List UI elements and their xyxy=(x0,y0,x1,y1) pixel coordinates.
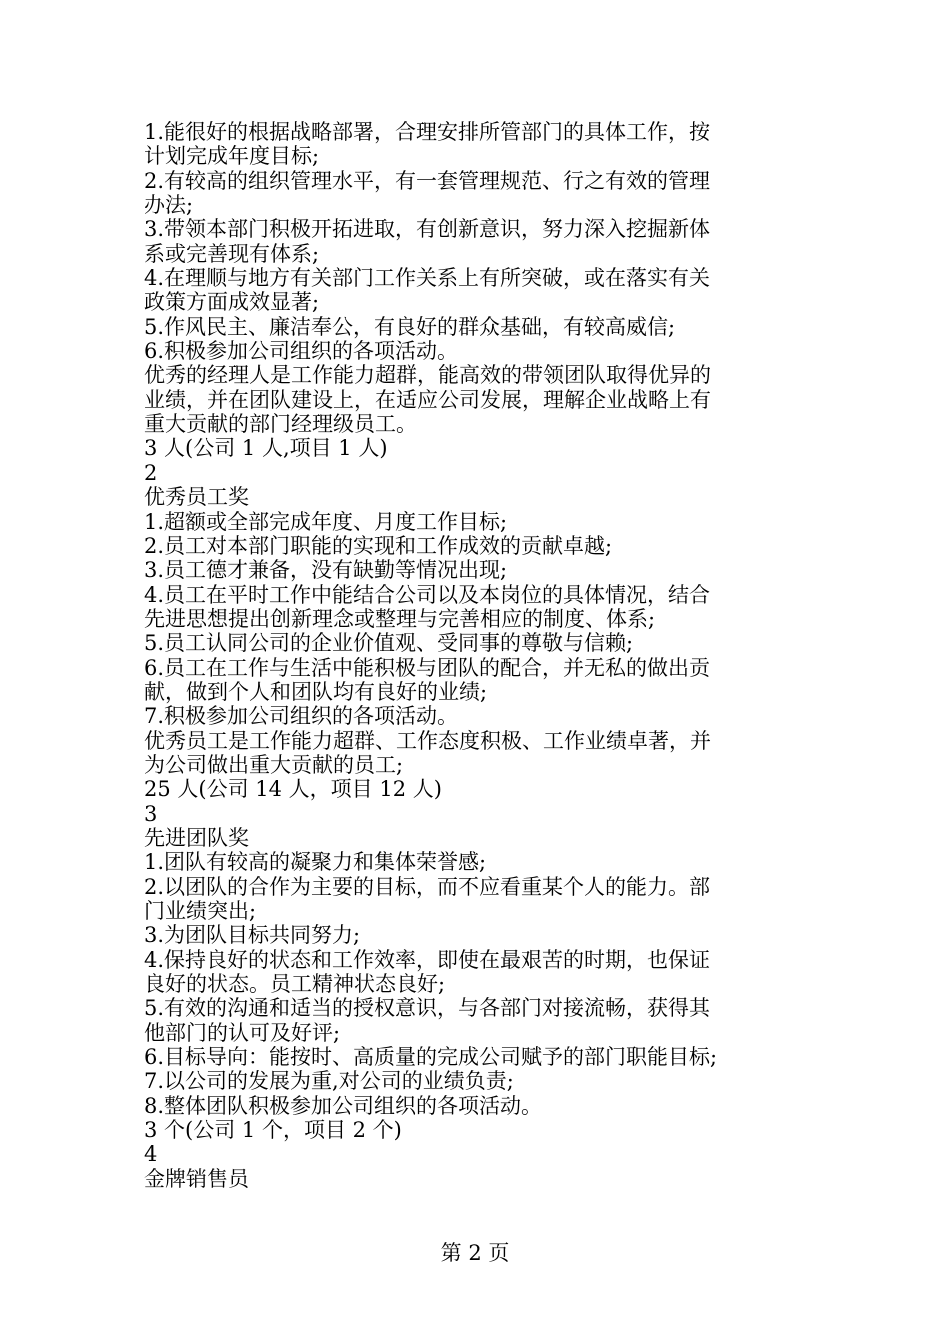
text-line: 重大贡献的部门经理级员工。 xyxy=(144,412,417,437)
text-line: 1.团队有较高的凝聚力和集体荣誉感; xyxy=(144,850,487,875)
text-line: 优秀的经理人是工作能力超群，能高效的带领团队取得优异的 xyxy=(144,363,711,388)
text-line: 25 人(公司 14 人，项目 12 人) xyxy=(144,777,442,802)
text-line: 6.目标导向：能按时、高质量的完成公司赋予的部门职能目标; xyxy=(144,1045,718,1070)
text-line: 3.员工德才兼备，没有缺勤等情况出现; xyxy=(144,558,508,583)
text-line: 4.员工在平时工作中能结合公司以及本岗位的具体情况，结合 xyxy=(144,582,711,607)
text-line: 5.作风民主、廉洁奉公，有良好的群众基础，有较高威信; xyxy=(144,314,676,339)
text-line: 3 个(公司 1 个，项目 2 个) xyxy=(144,1118,402,1143)
text-line: 献，做到个人和团队均有良好的业绩; xyxy=(144,679,488,704)
text-line: 他部门的认可及好评; xyxy=(144,1020,341,1045)
text-line: 7.以公司的发展为重,对公司的业绩负责; xyxy=(144,1069,514,1094)
text-line: 先进思想提出创新理念或整理与完善相应的制度、体系; xyxy=(144,606,656,631)
text-line: 门业绩突出; xyxy=(144,899,257,923)
text-line: 3 xyxy=(144,801,158,826)
text-line: 优秀员工奖 xyxy=(144,485,249,510)
text-line: 计划完成年度目标; xyxy=(144,144,320,169)
text-line: 4.保持良好的状态和工作效率，即使在最艰苦的时期，也保证 xyxy=(144,947,711,972)
text-line: 系或完善现有体系; xyxy=(144,241,320,266)
text-line: 7.积极参加公司组织的各项活动。 xyxy=(144,704,459,729)
text-line: 3 人(公司 1 人,项目 1 人) xyxy=(144,436,388,461)
text-line: 5.有效的沟通和适当的授权意识，与各部门对接流畅，获得其 xyxy=(144,996,711,1021)
text-line: 6.员工在工作与生活中能积极与团队的配合，并无私的做出贡 xyxy=(144,655,711,680)
text-line: 办法; xyxy=(144,193,194,218)
text-line: 为公司做出重大贡献的员工; xyxy=(144,752,404,777)
text-line: 2.以团队的合作为主要的目标，而不应看重某个人的能力。部 xyxy=(144,874,711,899)
text-line: 业绩，并在团队建设上，在适应公司发展，理解企业战略上有 xyxy=(144,387,711,412)
text-line: 良好的状态。员工精神状态良好; xyxy=(144,972,446,997)
text-line: 3.带领本部门积极开拓进取，有创新意识，努力深入挖掘新体 xyxy=(144,217,711,242)
text-line: 金牌销售员 xyxy=(144,1166,249,1191)
document-body xyxy=(144,120,814,1191)
text-line: 4 xyxy=(144,1142,158,1167)
text-line: 优秀员工是工作能力超群、工作态度积极、工作业绩卓著，并 xyxy=(144,728,711,753)
text-line: 2 xyxy=(144,460,158,485)
text-line: 1.能很好的根据战略部署，合理安排所管部门的具体工作，按 xyxy=(144,120,711,144)
text-line: 8.整体团队积极参加公司组织的各项活动。 xyxy=(144,1093,543,1118)
text-line: 5.员工认同公司的企业价值观、受同事的尊敬与信赖; xyxy=(144,631,634,656)
page-number: 第 2 页 xyxy=(440,1241,510,1265)
text-line: 6.积极参加公司组织的各项活动。 xyxy=(144,339,459,364)
text-line: 3.为团队目标共同努力; xyxy=(144,923,361,948)
text-line: 2.员工对本部门职能的实现和工作成效的贡献卓越; xyxy=(144,533,613,558)
text-line: 2.有较高的组织管理水平，有一套管理规范、行之有效的管理 xyxy=(144,168,711,193)
text-line: 先进团队奖 xyxy=(144,825,249,850)
text-line: 政策方面成效显著; xyxy=(144,290,320,315)
text-line: 4.在理顺与地方有关部门工作关系上有所突破，或在落实有关 xyxy=(144,266,711,291)
text-line: 1.超额或全部完成年度、月度工作目标; xyxy=(144,509,508,534)
